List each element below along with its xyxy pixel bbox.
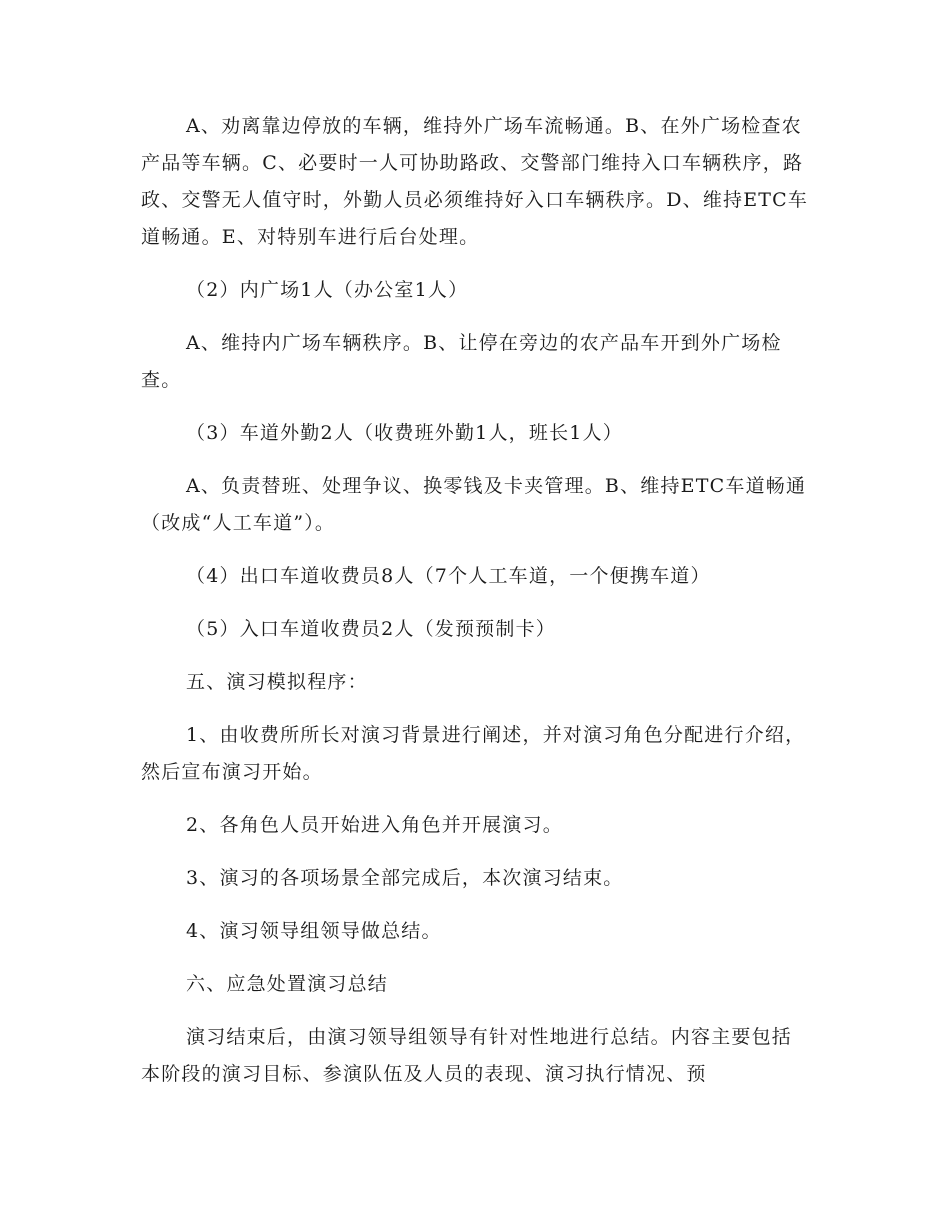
section-heading-drill-procedure: 五、演习模拟程序： — [186, 671, 368, 693]
document-body — [141, 108, 811, 1109]
heading-inner-plaza: （2）内广场1人（办公室1人） — [186, 279, 469, 301]
heading-exit-lane-collectors: （4）出口车道收费员8人（7个人工车道，一个便携车道） — [186, 565, 711, 587]
heading-lane-field-staff: （3）车道外勤2人（收费班外勤1人，班长1人） — [186, 422, 623, 444]
section-heading-drill-summary: 六、应急处置演习总结 — [186, 973, 389, 995]
paragraph-outer-plaza-duties: A、劝离靠边停放的车辆，维持外广场车流畅通。B、在外广场检查农产品等车辆。C、必要时一人可协助路政、交警部门维持入口车辆秩序，路政、交警无人值守时，外勤人员必须维持好入口车辆秩序。D、维持ETC车道畅通。E、对特别车进行后台处理。 — [141, 115, 809, 248]
procedure-step-2: 2、各角色人员开始进入角色并开展演习。 — [186, 814, 563, 836]
procedure-step-3: 3、演习的各项场景全部完成后，本次演习结束。 — [186, 867, 624, 889]
paragraph-drill-summary: 演习结束后，由演习领导组领导有针对性地进行总结。内容主要包括本阶段的演习目标、参演队伍及人员的表现、演习执行情况、预 — [141, 1026, 793, 1085]
paragraph-lane-field-duties: A、负责替班、处理争议、换零钱及卡夹管理。B、维持ETC车道畅通（改成“人工车道”）。 — [141, 475, 807, 534]
procedure-step-1: 1、由收费所所长对演习背景进行阐述，并对演习角色分配进行介绍，然后宣布演习开始。 — [141, 724, 806, 783]
procedure-step-4: 4、演习领导组领导做总结。 — [186, 920, 442, 942]
paragraph-inner-plaza-duties: A、维持内广场车辆秩序。B、让停在旁边的农产品车开到外广场检查。 — [141, 332, 782, 391]
heading-entry-lane-collectors: （5）入口车道收费员2人（发预预制卡） — [186, 618, 556, 640]
